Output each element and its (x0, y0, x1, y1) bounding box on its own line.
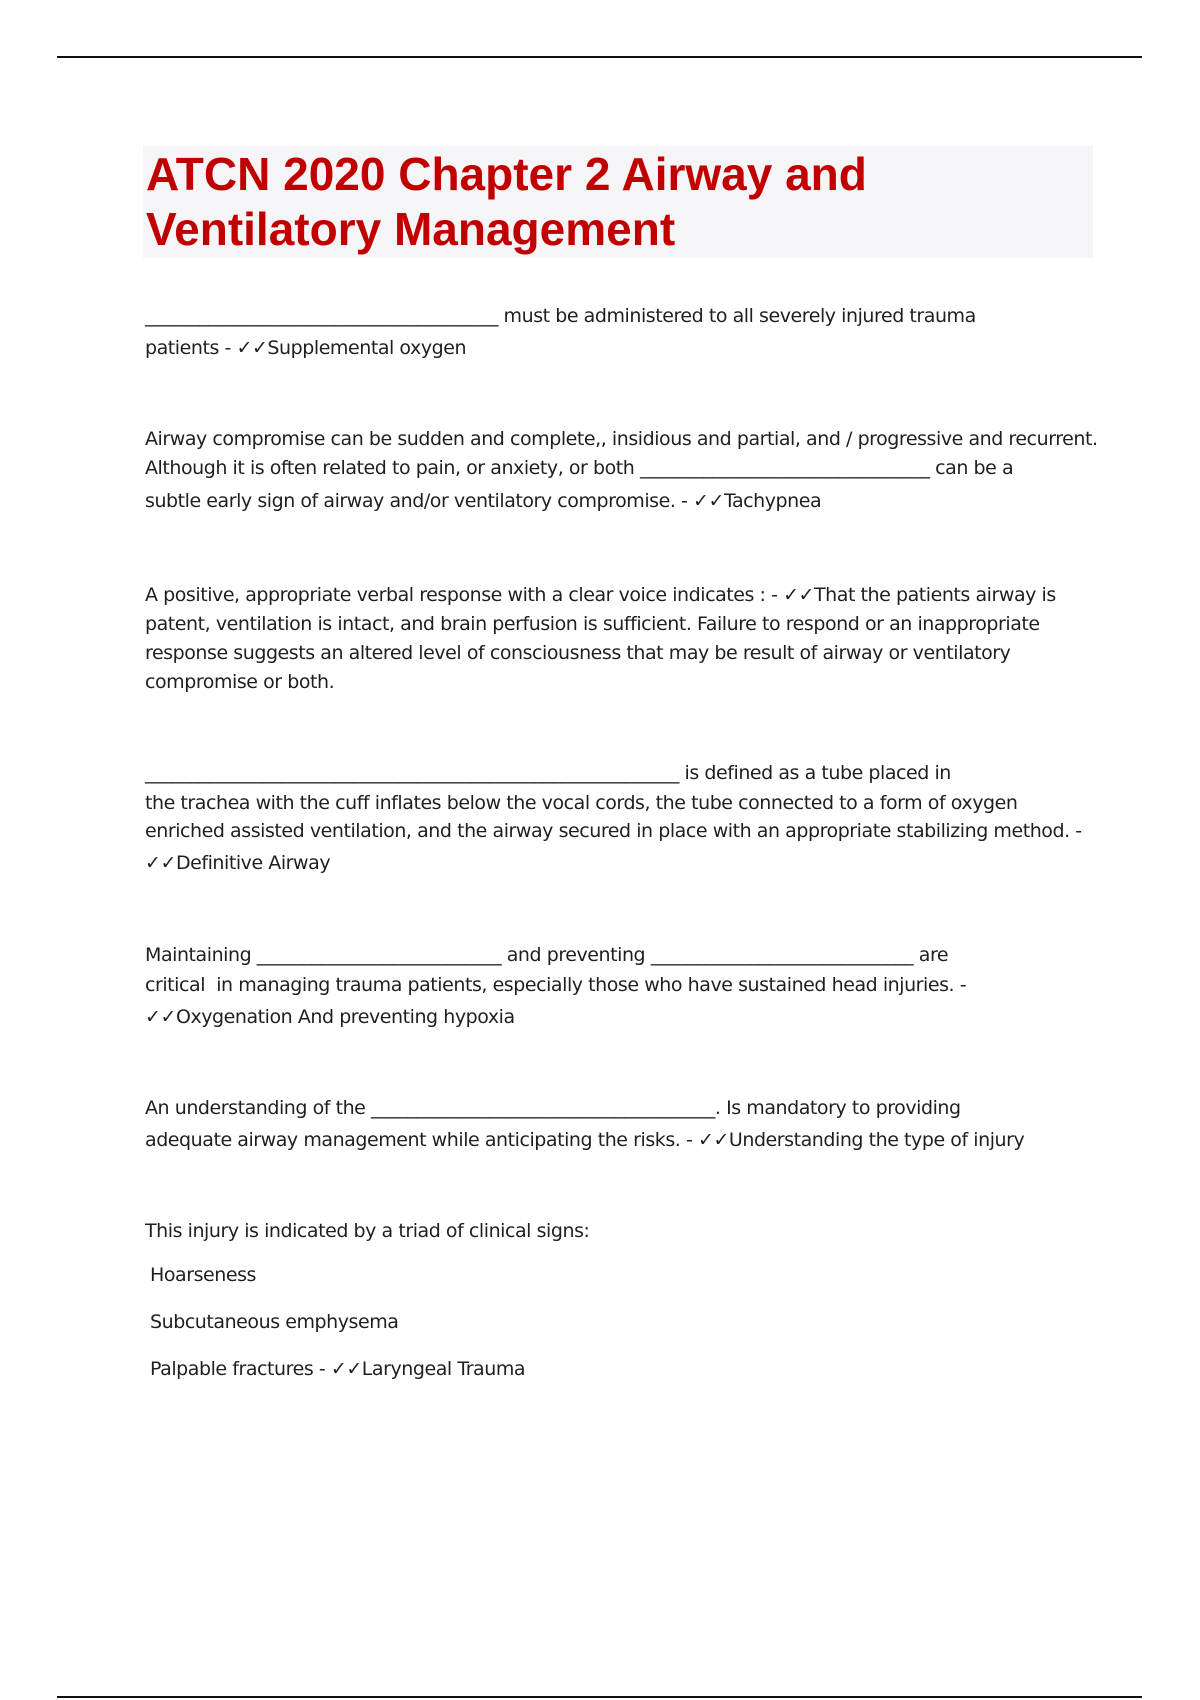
text-line: Maintaining ___________________________ and preventing _____________________________ are (145, 944, 949, 966)
footer-rule (57, 1696, 1142, 1698)
text-line: A positive, appropriate verbal response with a clear voice indicates : - ✓✓That the patients airway is (145, 584, 1056, 606)
text-line: ✓✓Oxygenation And preventing hypoxia (145, 1006, 515, 1028)
list-item: Subcutaneous emphysema (150, 1311, 399, 1333)
text-line: ___________________________________________________________ is defined as a tube placed in (145, 762, 951, 784)
text-line: subtle early sign of airway and/or ventilatory compromise. - ✓✓Tachypnea (145, 490, 822, 512)
text-line: This injury is indicated by a triad of clinical signs: (145, 1220, 590, 1242)
text-line: ✓✓Definitive Airway (145, 852, 331, 874)
header-rule (57, 56, 1142, 58)
list-item: Palpable fractures - ✓✓Laryngeal Trauma (150, 1358, 526, 1380)
text-line: critical in managing trauma patients, especially those who have sustained head injuries. - (145, 974, 967, 996)
document-title-line-1: ATCN 2020 Chapter 2 Airway and (146, 148, 867, 200)
text-line: the trachea with the cuff inflates below the vocal cords, the tube connected to a form of oxygen (145, 792, 1018, 814)
text-line: _______________________________________ must be administered to all severely injured trauma (145, 305, 976, 327)
text-line: Airway compromise can be sudden and complete,, insidious and partial, and / progressive and recurrent. (145, 428, 1098, 450)
text-line: An understanding of the ______________________________________. Is mandatory to providing (145, 1097, 961, 1119)
text-line: patent, ventilation is intact, and brain perfusion is sufficient. Failure to respond or an inappropriate (145, 613, 1040, 635)
title-banner (143, 146, 1093, 258)
text-line: compromise or both. (145, 671, 335, 693)
text-line: patients - ✓✓Supplemental oxygen (145, 337, 467, 359)
text-line: adequate airway management while anticipating the risks. - ✓✓Understanding the type of injury (145, 1129, 1025, 1151)
text-line: Although it is often related to pain, or anxiety, or both ________________________________ can be a (145, 457, 1014, 479)
text-line: enriched assisted ventilation, and the airway secured in place with an appropriate stabilizing method. - (145, 820, 1082, 842)
list-item: Hoarseness (150, 1264, 256, 1286)
document-title-line-2: Ventilatory Management (146, 203, 676, 255)
text-line: response suggests an altered level of consciousness that may be result of airway or ventilatory (145, 642, 1011, 664)
